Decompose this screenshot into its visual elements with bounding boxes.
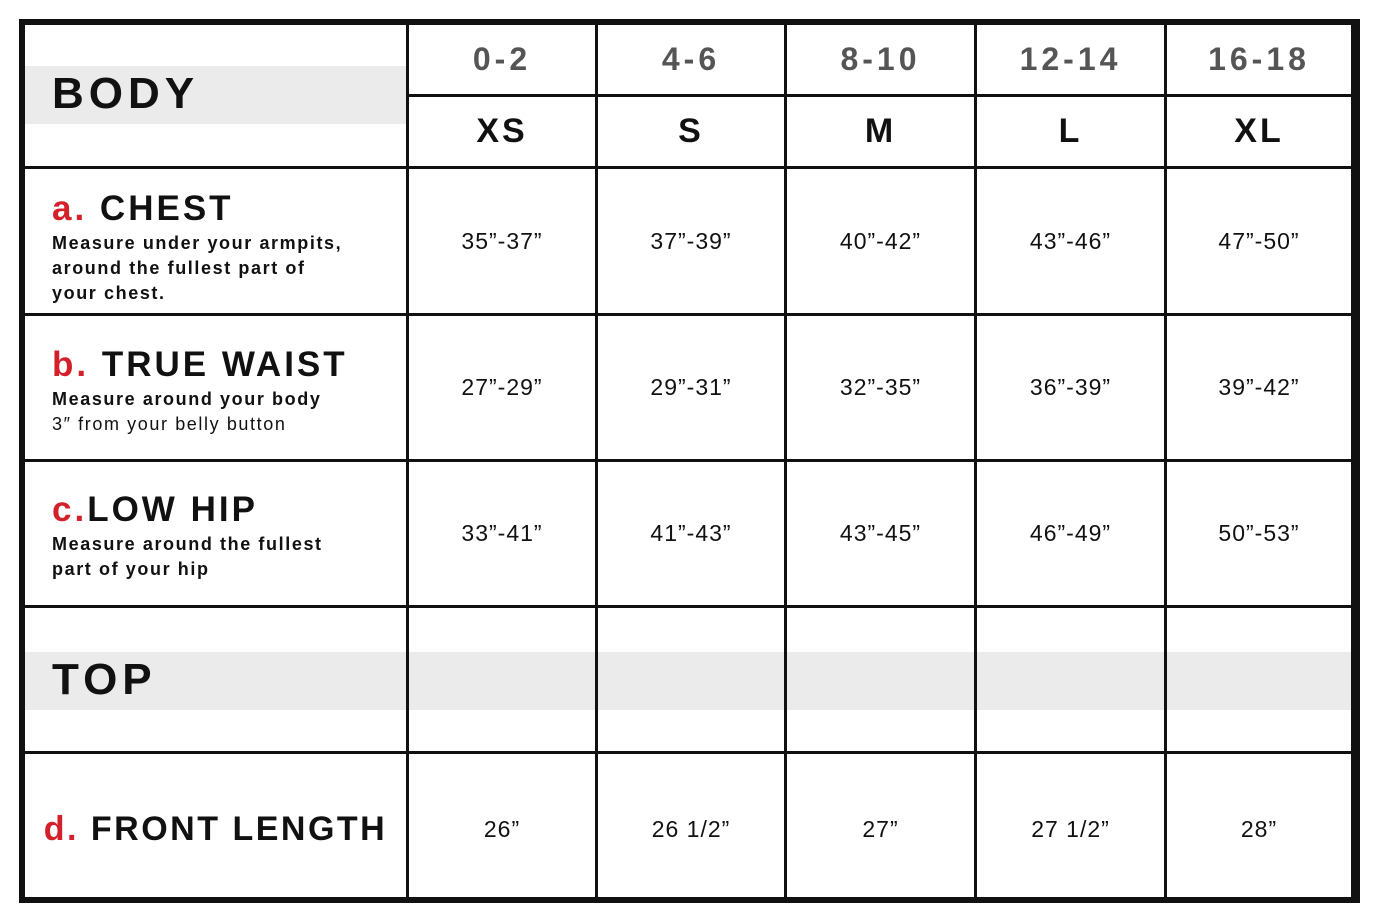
age-range-header: 0-2 xyxy=(472,41,532,77)
grid-hline xyxy=(25,605,1354,608)
age-range-header: 8-10 xyxy=(840,41,921,77)
value-cell: 27”-29” xyxy=(461,374,543,400)
value-cell: 50”-53” xyxy=(1218,520,1300,546)
measurement-label-low-hip xyxy=(52,490,323,582)
measurement-letter: d. xyxy=(43,810,79,848)
measurement-letter: a. xyxy=(52,189,88,228)
measurement-description-note: 3″ from your belly button xyxy=(52,414,287,434)
value-cell: 35”-37” xyxy=(461,227,543,254)
size-chart-table xyxy=(19,19,1360,903)
size-header: M xyxy=(864,112,897,150)
measurement-description: Measure around the fullest part of your hip xyxy=(52,534,323,579)
measurement-description: Measure around your body xyxy=(52,389,322,409)
measurement-label-chest xyxy=(52,189,342,306)
value-cell: 29”-31” xyxy=(650,374,732,400)
value-cell: 43”-46” xyxy=(1029,227,1112,254)
value-cell: 27 1/2” xyxy=(1031,815,1110,842)
value-cell: 26” xyxy=(483,815,521,842)
value-cell: 41”-43” xyxy=(650,520,732,546)
measurement-label-true-waist xyxy=(52,345,348,437)
top-section-title: TOP xyxy=(52,655,157,704)
measurement-name: LOW HIP xyxy=(87,490,258,529)
value-cell: 46”-49” xyxy=(1029,520,1112,546)
measurement-label-front-length xyxy=(25,754,406,903)
size-header: L xyxy=(1058,112,1083,150)
age-range-header: 12-14 xyxy=(1019,41,1122,77)
body-section-title: BODY xyxy=(52,69,200,118)
value-cell: 36”-39” xyxy=(1029,374,1112,400)
age-range-header: 4-6 xyxy=(661,41,721,77)
value-cell: 47”-50” xyxy=(1218,227,1300,254)
measurement-letter: c. xyxy=(52,490,88,529)
value-cell: 27” xyxy=(862,815,899,842)
value-cell: 26 1/2” xyxy=(651,815,731,842)
measurement-title xyxy=(52,189,342,229)
size-header: S xyxy=(678,112,704,150)
measurement-title xyxy=(44,809,387,849)
value-cell: 43”-45” xyxy=(839,520,922,546)
value-cell: 28” xyxy=(1240,815,1278,842)
value-cell: 33”-41” xyxy=(461,520,543,546)
size-header: XS xyxy=(476,112,528,150)
value-cell: 37”-39” xyxy=(650,227,732,254)
value-cell: 40”-42” xyxy=(839,227,922,254)
size-header: XL xyxy=(1234,112,1284,150)
measurement-description: Measure under your armpits, around the fullest part of your chest. xyxy=(52,233,343,303)
measurement-name: CHEST xyxy=(87,189,234,228)
measurement-name: TRUE WAIST xyxy=(89,345,348,384)
measurement-title xyxy=(52,490,323,530)
value-cell: 32”-35” xyxy=(839,374,922,400)
top-title-band xyxy=(25,652,1355,710)
measurement-name: FRONT LENGTH xyxy=(78,810,388,848)
measurement-title xyxy=(52,345,348,385)
age-range-header: 16-18 xyxy=(1208,41,1310,77)
measurement-letter: b. xyxy=(52,345,90,384)
value-cell: 39”-42” xyxy=(1218,374,1300,400)
